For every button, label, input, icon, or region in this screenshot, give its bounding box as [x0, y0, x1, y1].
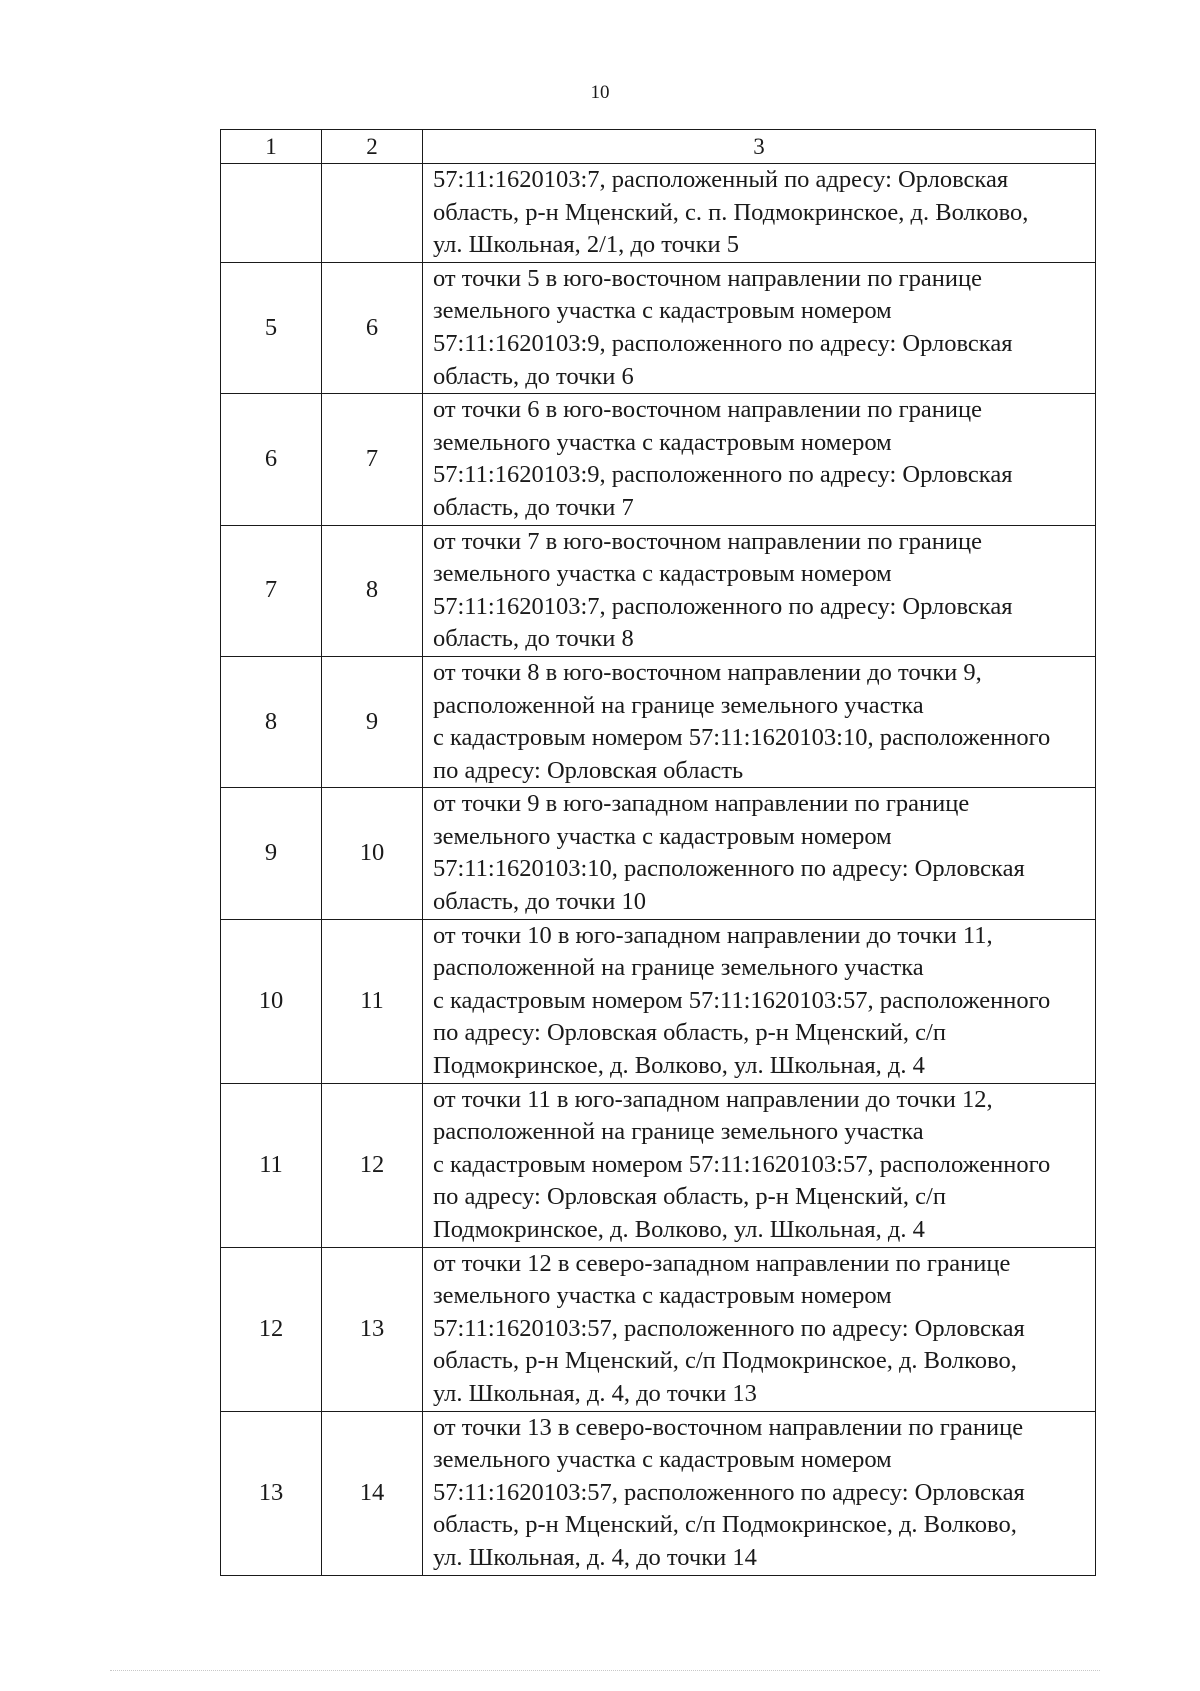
description-line: ул. Школьная, д. 4, до точки 13: [433, 1379, 757, 1407]
to-point-cell: 12: [322, 1083, 423, 1247]
description-line: земельного участка с кадастровым номером: [433, 1446, 892, 1474]
description-line: от точки 13 в северо-восточном направлении по границе: [433, 1413, 1024, 1441]
description-line: земельного участка с кадастровым номером: [433, 1282, 892, 1310]
description-line: по адресу: Орловская область, р-н Мценский, с/п: [433, 1183, 946, 1211]
boundary-description-cell: [423, 262, 1096, 393]
boundary-description-cell: [423, 164, 1096, 263]
from-point-cell: 12: [221, 1247, 322, 1411]
description-line: область, до точки 7: [433, 493, 634, 521]
description-line: область, р-н Мценский, с/п Подмокринское, д. Волково,: [433, 1511, 1017, 1539]
boundary-description-cell: [423, 656, 1096, 787]
description-line: с кадастровым номером 57:11:1620103:57, расположенного: [433, 1150, 1051, 1178]
description-line: с кадастровым номером 57:11:1620103:10, расположенного: [433, 724, 1051, 752]
to-point-cell: 7: [322, 394, 423, 525]
table-row: [221, 1247, 1096, 1411]
table-row: [221, 1411, 1096, 1575]
table-row: [221, 788, 1096, 919]
boundary-description-cell: [423, 788, 1096, 919]
description-line: ул. Школьная, 2/1, до точки 5: [433, 231, 739, 259]
description-line: земельного участка с кадастровым номером: [433, 297, 892, 325]
boundary-description-cell: [423, 525, 1096, 656]
scan-edge-noise: [110, 1670, 1100, 1671]
description-line: от точки 11 в юго-западном направлении до точки 12,: [433, 1085, 993, 1113]
to-point-cell: 9: [322, 656, 423, 787]
from-point-cell: 11: [221, 1083, 322, 1247]
boundary-description-cell: [423, 1083, 1096, 1247]
from-point-cell: 9: [221, 788, 322, 919]
description-line: от точки 5 в юго-восточном направлении по границе: [433, 264, 982, 292]
description-line: земельного участка с кадастровым номером: [433, 560, 892, 588]
description-line: область, до точки 6: [433, 362, 634, 390]
description-line: Подмокринское, д. Волково, ул. Школьная, д. 4: [433, 1052, 925, 1080]
description-line: 57:11:1620103:57, расположенного по адресу: Орловская: [433, 1478, 1025, 1506]
column-header-to-point: 2: [322, 130, 423, 164]
description-line: область, до точки 8: [433, 625, 634, 653]
description-line: от точки 10 в юго-западном направлении до точки 11,: [433, 921, 993, 949]
from-point-cell: 8: [221, 656, 322, 787]
description-line: с кадастровым номером 57:11:1620103:57, расположенного: [433, 986, 1051, 1014]
from-point-cell: 7: [221, 525, 322, 656]
description-line: область, р-н Мценский, с/п Подмокринское, д. Волково,: [433, 1347, 1017, 1375]
description-line: 57:11:1620103:9, расположенного по адресу: Орловская: [433, 329, 1013, 357]
description-line: от точки 9 в юго-западном направлении по границе: [433, 790, 970, 818]
to-point-cell: 8: [322, 525, 423, 656]
description-line: расположенной на границе земельного участка: [433, 954, 924, 982]
to-point-cell: 13: [322, 1247, 423, 1411]
column-header-description: 3: [423, 130, 1096, 164]
from-point-cell: 5: [221, 262, 322, 393]
to-point-cell: 6: [322, 262, 423, 393]
table-row: [221, 394, 1096, 525]
from-point-cell: 6: [221, 394, 322, 525]
description-line: по адресу: Орловская область, р-н Мценский, с/п: [433, 1019, 946, 1047]
table-row: [221, 919, 1096, 1083]
description-line: земельного участка с кадастровым номером: [433, 822, 892, 850]
description-line: земельного участка с кадастровым номером: [433, 428, 892, 456]
boundary-description-table: [220, 129, 1096, 1576]
page-number: 10: [590, 82, 610, 103]
description-line: по адресу: Орловская область: [433, 756, 744, 784]
description-line: 57:11:1620103:57, расположенного по адресу: Орловская: [433, 1314, 1025, 1342]
column-header-from-point: 1: [221, 130, 322, 164]
description-line: расположенной на границе земельного участка: [433, 1118, 924, 1146]
description-line: расположенной на границе земельного участка: [433, 691, 924, 719]
description-line: 57:11:1620103:10, расположенного по адресу: Орловская: [433, 855, 1025, 883]
description-line: 57:11:1620103:9, расположенного по адресу: Орловская: [433, 461, 1013, 489]
description-line: 57:11:1620103:7, расположенного по адресу: Орловская: [433, 592, 1013, 620]
from-point-cell: 10: [221, 919, 322, 1083]
to-point-cell: 10: [322, 788, 423, 919]
description-line: Подмокринское, д. Волково, ул. Школьная, д. 4: [433, 1216, 925, 1243]
table-row: [221, 525, 1096, 656]
description-line: от точки 12 в северо-западном направлении по границе: [433, 1249, 1011, 1277]
table-row: [221, 656, 1096, 787]
table-row: [221, 262, 1096, 393]
table-row: [221, 164, 1096, 263]
from-point-cell: 13: [221, 1411, 322, 1575]
boundary-description-cell: [423, 1247, 1096, 1411]
description-line: ул. Школьная, д. 4, до точки 14: [433, 1543, 757, 1571]
description-line: от точки 7 в юго-восточном направлении по границе: [433, 527, 982, 555]
to-point-cell: 11: [322, 919, 423, 1083]
description-line: от точки 8 в юго-восточном направлении до точки 9,: [433, 658, 982, 686]
boundary-description-cell: [423, 919, 1096, 1083]
from-point-cell: [221, 164, 322, 263]
table-row: [221, 1083, 1096, 1247]
table-header-row: [221, 130, 1096, 164]
description-line: от точки 6 в юго-восточном направлении по границе: [433, 396, 982, 424]
boundary-description-cell: [423, 394, 1096, 525]
description-line: 57:11:1620103:7, расположенный по адресу: Орловская: [433, 166, 1009, 193]
to-point-cell: 14: [322, 1411, 423, 1575]
description-line: область, р-н Мценский, с. п. Подмокринское, д. Волково,: [433, 198, 1029, 226]
boundary-description-cell: [423, 1411, 1096, 1575]
description-line: область, до точки 10: [433, 888, 647, 916]
to-point-cell: [322, 164, 423, 263]
